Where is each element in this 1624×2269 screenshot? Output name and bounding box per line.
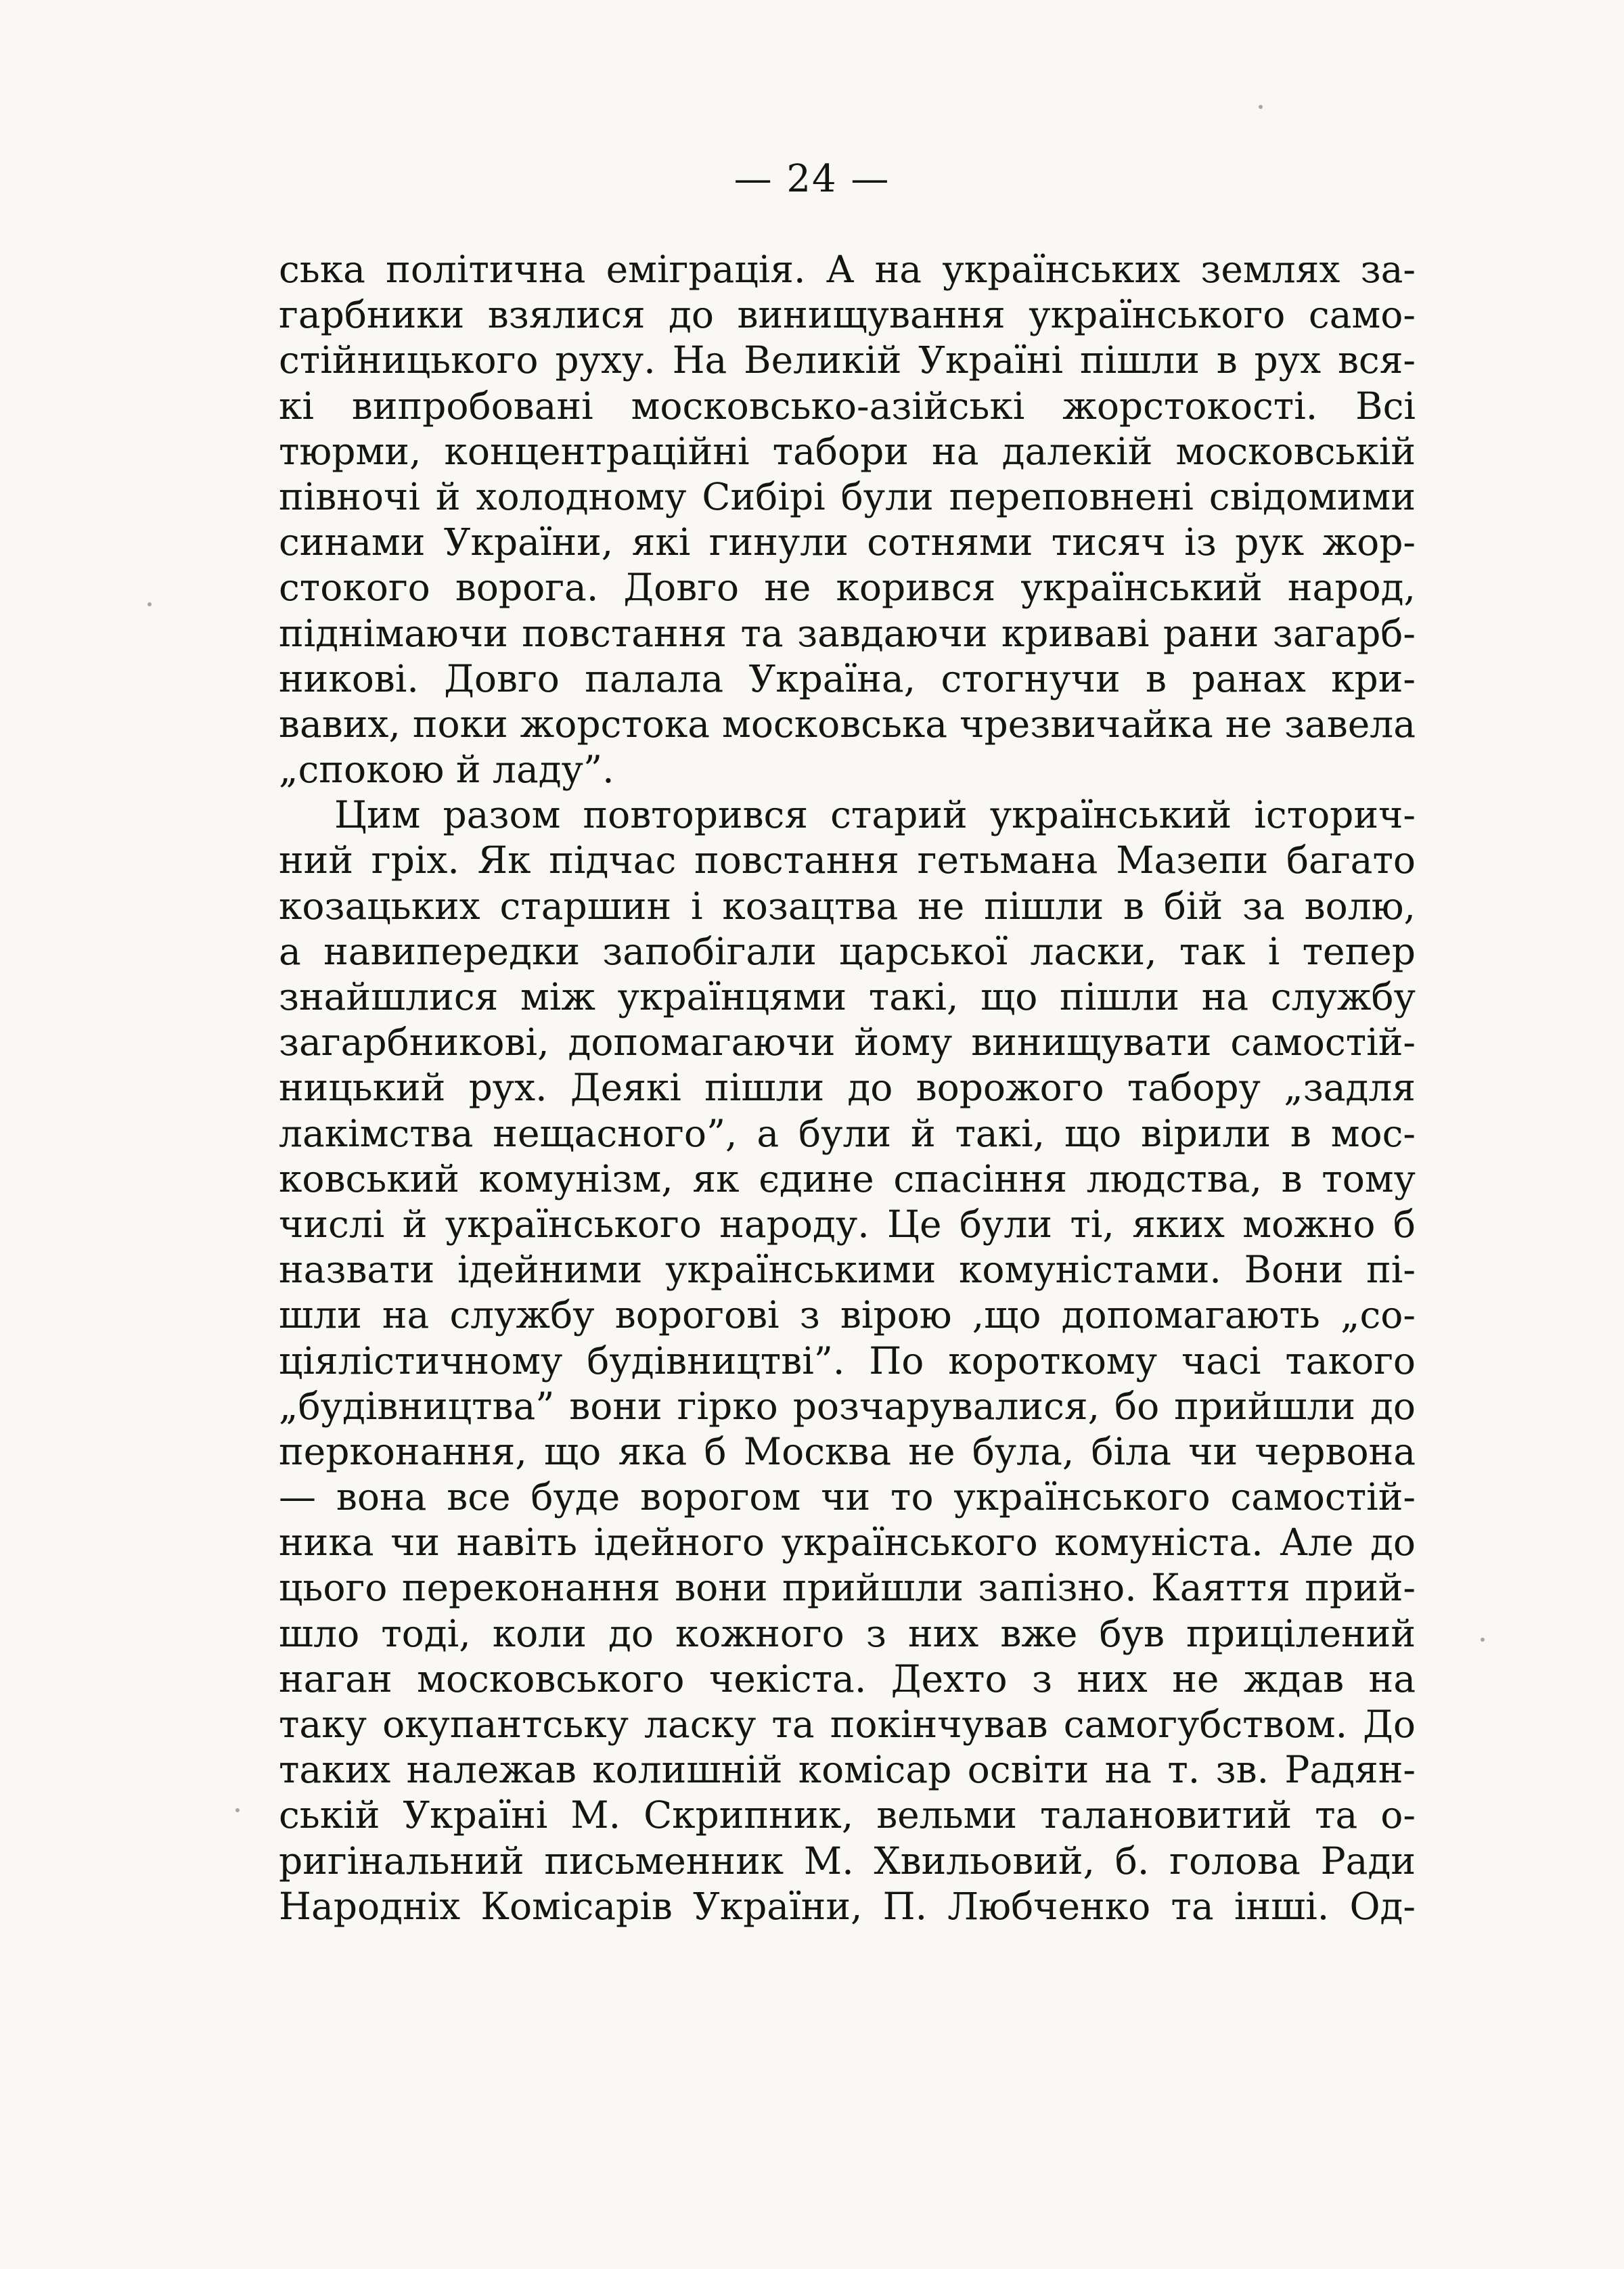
text-line: ська політична еміграція. А на українських землях за- bbox=[279, 248, 1416, 291]
text-line: загарбникові, допомагаючи йому винищувати самостій- bbox=[279, 1020, 1416, 1064]
text-line: ригінальний письменник М. Хвильовий, б. голова Ради bbox=[279, 1839, 1416, 1883]
text-line: Народніх Комісарів України, П. Любченко та інші. Од- bbox=[279, 1884, 1416, 1928]
scan-speck bbox=[1481, 1638, 1485, 1642]
text-line: ницький рух. Деякі пішли до ворожого табору „задля bbox=[279, 1066, 1416, 1110]
text-line: — вона все буде ворогом чи то українського самостій- bbox=[279, 1475, 1416, 1519]
scan-speck bbox=[235, 1808, 240, 1812]
text-line: таку окупантську ласку та покінчував самогубством. До bbox=[279, 1703, 1416, 1746]
text-line: цього переконання вони прийшли запізно. Каяття прий- bbox=[279, 1566, 1416, 1610]
scan-speck bbox=[148, 602, 152, 606]
text-line: стійницького руху. На Великій Україні пішли в рух вся- bbox=[279, 338, 1416, 382]
text-line: синами України, які гинули сотнями тисяч із рук жор- bbox=[279, 520, 1416, 564]
text-line: а навипередки запобігали царської ласки, так і тепер bbox=[279, 929, 1416, 973]
text-line: наган московського чекіста. Дехто з них не ждав на bbox=[279, 1657, 1416, 1701]
text-line: назвати ідейними українськими комуністами. Вони пі- bbox=[279, 1248, 1416, 1292]
text-line: лакімства нещасного”, а були й такі, що вірили в мос- bbox=[279, 1111, 1416, 1155]
text-line: числі й українського народу. Це були ті, яких можно б bbox=[279, 1202, 1416, 1246]
text-body bbox=[279, 247, 1416, 1929]
text-line: піднімаючи повстання та завдаючи криваві рани загарб- bbox=[279, 611, 1416, 655]
text-line: „спокою й ладу”. bbox=[279, 748, 614, 792]
page-number: — 24 — bbox=[734, 157, 890, 201]
text-line: вавих, поки жорстока московська чрезвичайка не завела bbox=[279, 702, 1416, 746]
text-line: Цим разом повторився старий український історич- bbox=[334, 793, 1416, 837]
text-line: стокого ворога. Довго не корився український народ, bbox=[279, 566, 1416, 610]
text-line: „будівництва” вони гірко розчарувалися, бо прийшли до bbox=[279, 1384, 1416, 1428]
text-line: тюрми, концентраційні табори на далекій московській bbox=[279, 429, 1416, 473]
text-line: ника чи навіть ідейного українського комуніста. Але до bbox=[279, 1521, 1416, 1565]
text-line: перконання, що яка б Москва не була, біла чи червона bbox=[279, 1429, 1416, 1473]
text-line: таких належав колишній комісар освіти на т. зв. Радян- bbox=[279, 1748, 1416, 1792]
scan-speck bbox=[1259, 105, 1263, 109]
text-line: ціялістичному будівництві”. По короткому часі такого bbox=[279, 1339, 1416, 1383]
text-line: гарбники взялися до винищування українського само- bbox=[279, 293, 1416, 337]
paragraph-1 bbox=[279, 247, 1416, 792]
text-line: никові. Довго палала Україна, стогнучи в ранах кри- bbox=[279, 656, 1416, 700]
text-line: ковський комунізм, як єдине спасіння людства, в тому bbox=[279, 1156, 1416, 1200]
text-line: знайшлися між українцями такі, що пішли на службу bbox=[279, 975, 1416, 1018]
text-line: шли на службу ворогові з вірою ,що допомагають „со- bbox=[279, 1293, 1416, 1337]
text-line: ний гріх. Як підчас повстання гетьмана Мазепи багато bbox=[279, 838, 1416, 882]
text-line: кі випробовані московсько-азійські жорстокості. Всі bbox=[279, 384, 1416, 428]
text-line: козацьких старшин і козацтва не пішли в бій за волю, bbox=[279, 884, 1416, 928]
text-line: півночі й холодному Сибірі були переповнені свідомими bbox=[279, 474, 1416, 518]
paragraph-2 bbox=[279, 792, 1416, 1929]
text-line: ській Україні М. Скрипник, вельми талановитий та о- bbox=[279, 1793, 1416, 1837]
text-line: шло тоді, коли до кожного з них вже був прицілений bbox=[279, 1611, 1416, 1655]
